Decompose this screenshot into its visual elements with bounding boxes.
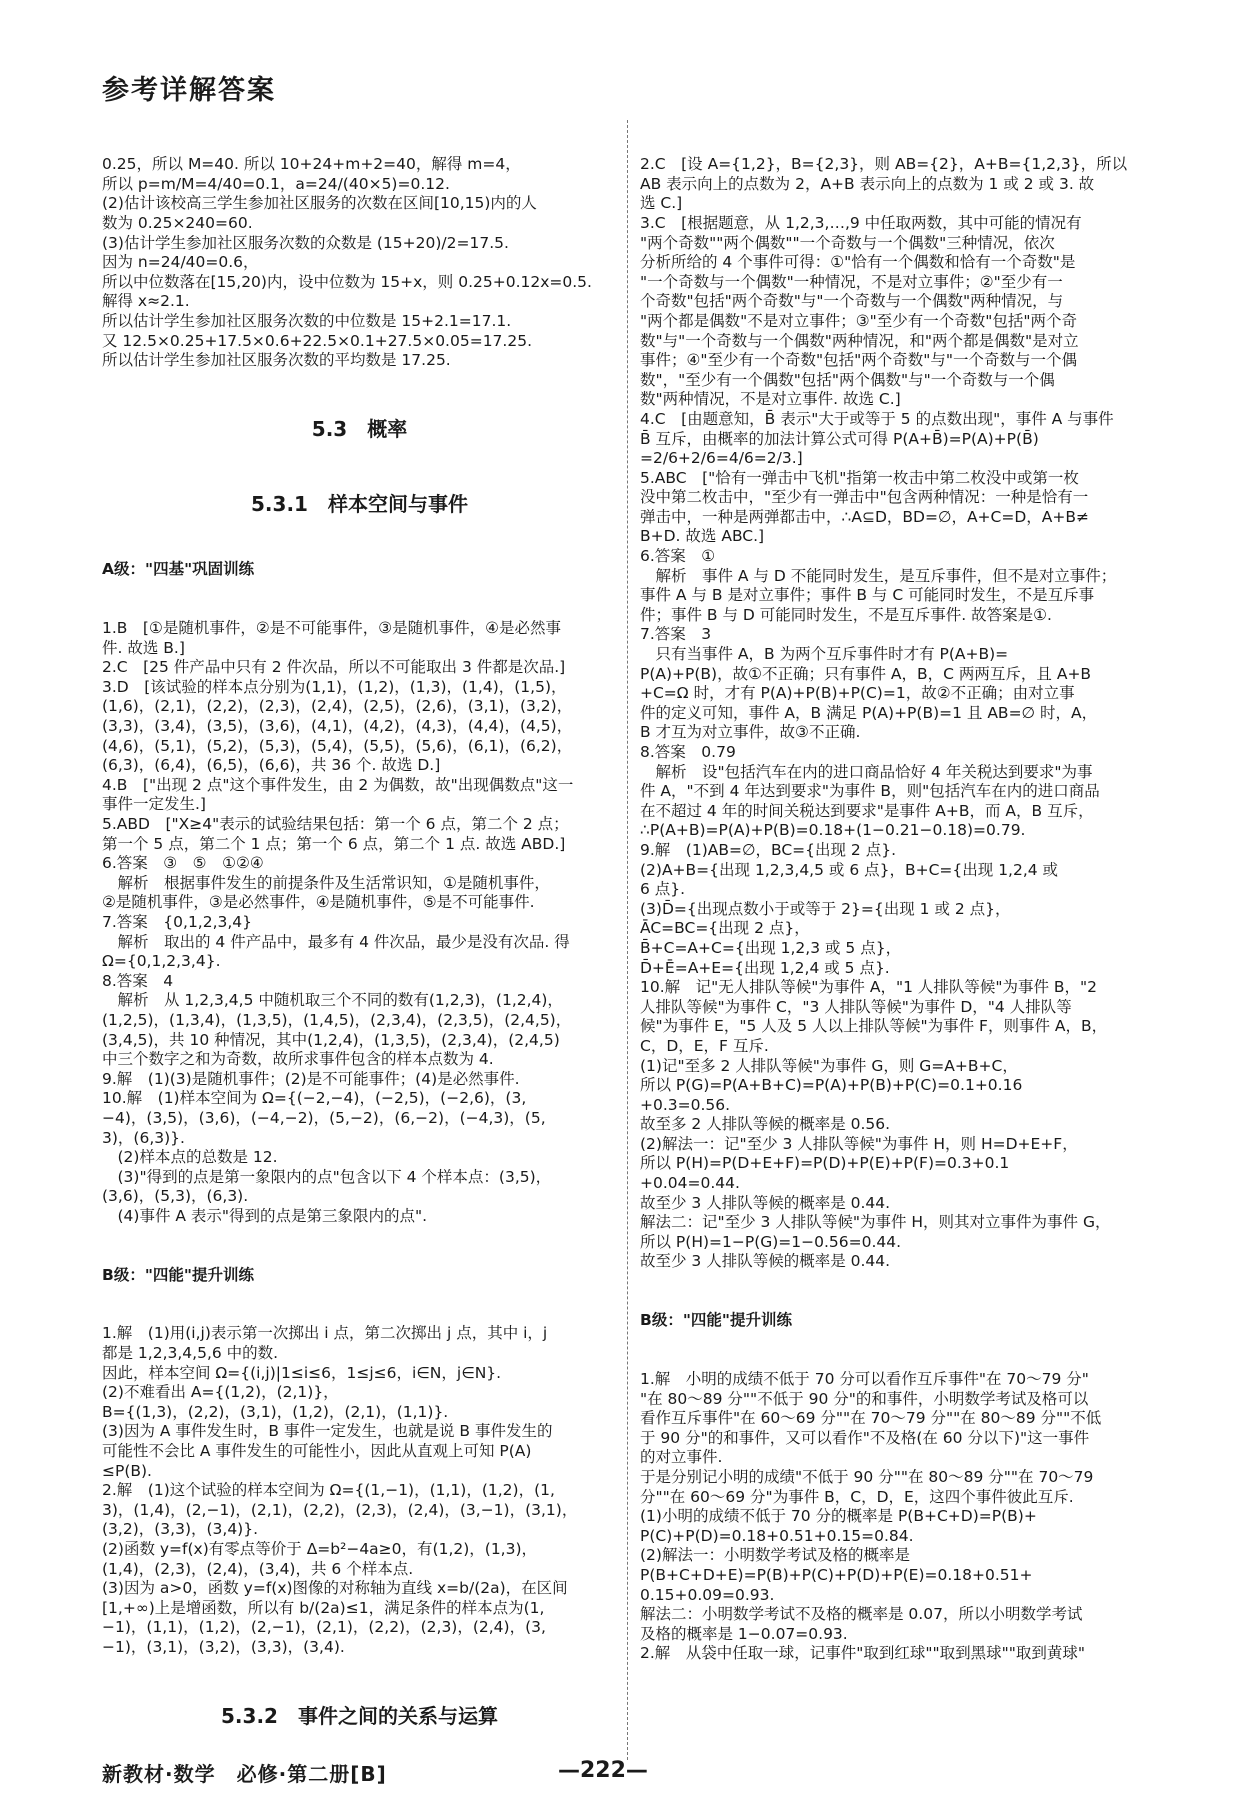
text-line: 10.解 记"无人排队等候"为事件 A，"1 人排队等候"为事件 B，"2 bbox=[640, 978, 1098, 997]
level-b-heading-2: B级："四能"提升训练 bbox=[640, 1311, 792, 1330]
text-line: 9.解 (1)(3)是随机事件；(2)是不可能事件；(4)是必然事件. bbox=[102, 1069, 520, 1088]
text-line: 只有当事件 A，B 为两个互斥事件时才有 P(A+B)= bbox=[640, 645, 1009, 664]
text-line: (2)样本点的总数是 12. bbox=[102, 1148, 278, 1167]
text-line: 于 90 分"的和事件，又可以看作"不及格(在 60 分以下)"这一事件 bbox=[640, 1428, 1090, 1447]
text-line: P(B+C+D+E)=P(B)+P(C)+P(D)+P(E)=0.18+0.51+ bbox=[640, 1565, 1033, 1584]
text-line: (1)记"至多 2 人排队等候"为事件 G，则 G=A+B+C， bbox=[640, 1056, 1018, 1075]
text-line: (3,4,5)，共 10 种情况，其中(1,2,4)，(1,3,5)，(2,3,4)，(2,4,5) bbox=[102, 1030, 560, 1049]
text-line: 于是分别记小明的成绩"不低于 90 分""在 80～89 分""在 70～79 bbox=[640, 1467, 1094, 1486]
right-column bbox=[640, 116, 1160, 1756]
text-line: 7.答案 {0,1,2,3,4} bbox=[102, 912, 253, 931]
text-line: (3)估计学生参加社区服务次数的众数是 (15+20)/2=17.5. bbox=[102, 233, 509, 252]
left-intro-block bbox=[102, 155, 617, 371]
text-line: 数"，"至少有一个偶数"包括"两个偶数"与"一个奇数与一个偶 bbox=[640, 370, 1055, 389]
text-line: (1)小明的成绩不低于 70 分的概率是 P(B+C+D)=P(B)+ bbox=[640, 1507, 1037, 1526]
text-line: "在 80～89 分""不低于 90 分"的和事件，小明数学考试及格可以 bbox=[640, 1389, 1089, 1408]
text-line: (3,6)，(5,3)，(6,3). bbox=[102, 1187, 249, 1206]
text-line: P(A)+P(B)，故①不正确；只有事件 A，B，C 两两互斥，且 A+B bbox=[640, 664, 1092, 683]
text-line: 解析 从 1,2,3,4,5 中随机取三个不同的数有(1,2,3)，(1,2,4)， bbox=[102, 991, 563, 1010]
right-level-b-answers bbox=[640, 1370, 1160, 1664]
text-line: C，D，E，F 互斥. bbox=[640, 1036, 769, 1055]
column-divider bbox=[627, 120, 628, 1760]
text-line: ≤P(B). bbox=[102, 1461, 152, 1480]
text-line: 事件；④"至少有一个奇数"包括"两个奇数"与"一个奇数与一个偶 bbox=[640, 351, 1078, 370]
section-title-5-3-2: 5.3.2 事件之间的关系与运算 bbox=[221, 1703, 498, 1728]
text-line: 个奇数"包括"两个奇数"与"一个奇数与一个偶数"两种情况，与 bbox=[640, 292, 1064, 311]
text-line: −1)，(1,1)，(1,2)，(2,−1)，(2,1)，(2,2)，(2,3)，(2,4)，(3, bbox=[102, 1618, 546, 1637]
text-line: +0.04=0.44. bbox=[640, 1174, 740, 1193]
text-line: B={(1,3)，(2,2)，(3,1)，(1,2)，(2,1)，(1,1)}. bbox=[102, 1402, 449, 1421]
text-line: 2.解 从袋中任取一球，记事件"取到红球""取到黑球""取到黄球" bbox=[640, 1644, 1086, 1663]
text-line: 分""在 60～69 分"为事件 B，C，D，E，这四个事件彼此互斥. bbox=[640, 1487, 1074, 1506]
footer-book-title: 新教材·数学 必修·第二册[B] bbox=[102, 1762, 387, 1786]
text-line: 所以 p=m/M=4/40=0.1，a=24/(40×5)=0.12. bbox=[102, 174, 450, 193]
text-line: 都是 1,2,3,4,5,6 中的数. bbox=[102, 1344, 279, 1363]
text-line: B̄ 互斥，由概率的加法计算公式可得 P(A+B̄)=P(A)+P(B̄) bbox=[640, 429, 1039, 448]
text-line: 0.25，所以 M=40. 所以 10+24+m+2=40，解得 m=4， bbox=[102, 155, 521, 174]
text-line: 2.C [25 件产品中只有 2 件次品，所以不可能取出 3 件都是次品.] bbox=[102, 658, 566, 677]
text-line: 4.B ["出现 2 点"这个事件发生，由 2 为偶数，故"出现偶数点"这一 bbox=[102, 775, 574, 794]
text-line: 6 点}. bbox=[640, 880, 686, 899]
text-line: 又 12.5×0.25+17.5×0.6+22.5×0.1+27.5×0.05=17.25. bbox=[102, 331, 532, 350]
right-level-a-answers bbox=[640, 155, 1160, 1272]
text-line: (4,6)，(5,1)，(5,2)，(5,3)，(5,4)，(5,5)，(5,6)，(6,1)，(6,2)， bbox=[102, 736, 573, 755]
text-line: 3)，(1,4)，(2,−1)，(2,1)，(2,2)，(2,3)，(2,4)，(3,−1)，(3,1)， bbox=[102, 1500, 578, 1519]
text-line: −1)，(3,1)，(3,2)，(3,3)，(3,4). bbox=[102, 1637, 345, 1656]
text-line: (3,3)，(3,4)，(3,5)，(3,6)，(4,1)，(4,2)，(4,3)，(4,4)，(4,5)， bbox=[102, 717, 573, 736]
text-line: 3.C [根据题意，从 1,2,3,…,9 中任取两数，其中可能的情况有 bbox=[640, 213, 1082, 232]
text-line: 3)，(6,3)}. bbox=[102, 1128, 185, 1147]
text-line: 所以 P(H)=1−P(G)=1−0.56=0.44. bbox=[640, 1232, 902, 1251]
text-line: 弹击中，一种是两弹都击中，∴A⊆D，BD=∅，A+C=D，A+B≠ bbox=[640, 507, 1089, 526]
text-line: 解析 事件 A 与 D 不能同时发生，是互斥事件，但不是对立事件； bbox=[640, 566, 1117, 585]
text-line: 6.答案 ③ ⑤ ①②④ bbox=[102, 854, 264, 873]
text-line: 没中第二枚击中，"至少有一弹击中"包含两种情况：一种是恰有一 bbox=[640, 488, 1089, 507]
text-line: 解析 设"包括汽车在内的进口商品恰好 4 年关税达到要求"为事 bbox=[640, 762, 1093, 781]
text-line: B+D. 故选 ABC.] bbox=[640, 527, 765, 546]
text-line: =2/6+2/6=4/6=2/3.] bbox=[640, 449, 803, 468]
level-b-answers-1 bbox=[102, 1324, 617, 1657]
text-line: Ω={0,1,2,3,4}. bbox=[102, 952, 221, 971]
text-line: 因为 n=24/40=0.6， bbox=[102, 253, 259, 272]
text-line: (6,3)，(6,4)，(6,5)，(6,6)，共 36 个. 故选 D.] bbox=[102, 756, 441, 775]
text-line: +C=Ω 时，才有 P(A)+P(B)+P(C)=1，故②不正确；由对立事 bbox=[640, 684, 1075, 703]
text-line: (2)不难看出 A={(1,2)，(2,1)}， bbox=[102, 1383, 339, 1402]
text-line: P(C)+P(D)=0.18+0.51+0.15=0.84. bbox=[640, 1526, 914, 1545]
text-line: 数"与"一个奇数与一个偶数"两种情况，和"两个都是偶数"是对立 bbox=[640, 331, 1079, 350]
text-line: 看作互斥事件"在 60～69 分""在 70～79 分""在 80～89 分""不低 bbox=[640, 1409, 1102, 1428]
level-a-heading-1: A级："四基"巩固训练 bbox=[102, 560, 255, 579]
text-line: (3)因为 A 事件发生时，B 事件一定发生，也就是说 B 事件发生的 bbox=[102, 1422, 553, 1441]
text-line: 8.答案 0.79 bbox=[640, 743, 736, 761]
text-line: 中三个数字之和为奇数，故所求事件包含的样本点数为 4. bbox=[102, 1050, 494, 1069]
text-line: (4)事件 A 表示"得到的点是第三象限内的点". bbox=[102, 1206, 428, 1225]
text-line: 所以 P(H)=P(D+E+F)=P(D)+P(E)+P(F)=0.3+0.1 bbox=[640, 1154, 1010, 1173]
section-title-5-3-1: 5.3.1 样本空间与事件 bbox=[251, 492, 468, 517]
text-line: "两个都是偶数"不是对立事件；③"至少有一个奇数"包括"两个奇 bbox=[640, 311, 1078, 330]
text-line: 2.解 (1)这个试验的样本空间为 Ω={(1,−1)，(1,1)，(1,2)，(1, bbox=[102, 1481, 555, 1500]
text-line: −4)，(3,5)，(3,6)，(−4,−2)，(5,−2)，(6,−2)，(−4,3)，(5, bbox=[102, 1108, 546, 1127]
text-line: (1,2,5)，(1,3,4)，(1,3,5)，(1,4,5)，(2,3,4)，(2,3,5)，(2,4,5)， bbox=[102, 1010, 572, 1029]
text-line: 解法二：小明数学考试不及格的概率是 0.07，所以小明数学考试 bbox=[640, 1605, 1083, 1624]
text-line: 所以 P(G)=P(A+B+C)=P(A)+P(B)+P(C)=0.1+0.16 bbox=[640, 1076, 1023, 1095]
footer-page-number: —222— bbox=[558, 1758, 648, 1783]
text-line: 件. 故选 B.] bbox=[102, 638, 185, 657]
text-line: 0.15+0.09=0.93. bbox=[640, 1585, 775, 1604]
text-line: 6.答案 ① bbox=[640, 547, 716, 566]
text-line: 10.解 (1)样本空间为 Ω={(−2,−4)，(−2,5)，(−2,6)，(3, bbox=[102, 1089, 527, 1108]
text-line: 及格的概率是 1−0.07=0.93. bbox=[640, 1624, 848, 1643]
text-line: 分析所给的 4 个事件可得：①"恰有一个偶数和恰有一个奇数"是 bbox=[640, 253, 1076, 272]
text-line: 事件 A 与 B 是对立事件；事件 B 与 C 可能同时发生，不是互斥事 bbox=[640, 586, 1095, 605]
text-line: (2)估计该校高三学生参加社区服务的次数在区间[10,15)内的人 bbox=[102, 194, 537, 213]
text-line: (3)"得到的点是第一象限内的点"包含以下 4 个样本点：(3,5)， bbox=[102, 1167, 552, 1186]
text-line: ∴P(A+B)=P(A)+P(B)=0.18+(1−0.21−0.18)=0.79. bbox=[640, 821, 1026, 840]
text-line: 所以估计学生参加社区服务次数的平均数是 17.25. bbox=[102, 351, 451, 370]
text-line: 7.答案 3 bbox=[640, 625, 712, 644]
text-line: (1,4)，(2,3)，(2,4)，(3,4)，共 6 个样本点. bbox=[102, 1559, 414, 1578]
text-line: 故至多 2 人排队等候的概率是 0.56. bbox=[640, 1115, 891, 1134]
text-line: AB 表示向上的点数为 2，A+B 表示向上的点数为 1 或 2 或 3. 故 bbox=[640, 174, 1095, 193]
text-line: 可能性不会比 A 事件发生的可能性小，因此从直观上可知 P(A) bbox=[102, 1442, 532, 1460]
text-line: (2)函数 y=f(x)有零点等价于 Δ=b²−4a≥0，有(1,2)，(1,3)， bbox=[102, 1539, 538, 1558]
level-b-heading-1: B级："四能"提升训练 bbox=[102, 1265, 254, 1284]
text-line: 事件一定发生.] bbox=[102, 795, 206, 814]
text-line: (1,6)，(2,1)，(2,2)，(2,3)，(2,4)，(2,5)，(2,6)，(3,1)，(3,2)， bbox=[102, 697, 573, 716]
text-line: B̄+C=A+C={出现 1,2,3 或 5 点}， bbox=[640, 938, 902, 957]
text-line: 解法二：记"至少 3 人排队等候"为事件 H，则其对立事件为事件 G， bbox=[640, 1213, 1111, 1232]
text-line: 8.答案 4 bbox=[102, 971, 174, 990]
text-line: 1.解 小明的成绩不低于 70 分可以看作互斥事件"在 70～79 分" bbox=[640, 1370, 1089, 1388]
text-line: 5.ABD ["X≥4"表示的试验结果包括：第一个 6 点，第二个 2 点； bbox=[102, 815, 569, 833]
text-line: 选 C.] bbox=[640, 194, 683, 213]
text-line: 的对立事件. bbox=[640, 1448, 723, 1467]
text-line: 1.B [①是随机事件，②是不可能事件，③是随机事件，④是必然事 bbox=[102, 619, 562, 638]
left-column bbox=[102, 116, 617, 1756]
text-line: 9.解 (1)AB=∅，BC={出现 2 点}. bbox=[640, 840, 897, 859]
text-line: 所以中位数落在[15,20)内，设中位数为 15+x，则 0.25+0.12x=0.5. bbox=[102, 272, 592, 291]
text-line: 件的定义可知，事件 A，B 满足 P(A)+P(B)=1 且 AB=∅ 时，A， bbox=[640, 703, 1098, 722]
text-line: (3)因为 a>0，函数 y=f(x)图像的对称轴为直线 x=b/(2a)，在区间 bbox=[102, 1579, 568, 1598]
level-a-answers-1 bbox=[102, 619, 617, 1226]
text-line: "两个奇数""两个偶数""一个奇数与一个偶数"三种情况，依次 bbox=[640, 233, 1055, 252]
text-line: 数"两种情况，不是对立事件. 故选 C.] bbox=[640, 390, 901, 409]
text-line: 1.解 (1)用(i,j)表示第一次掷出 i 点，第二次掷出 j 点，其中 i，j bbox=[102, 1324, 548, 1343]
text-line: 件 A，"不到 4 年达到要求"为事件 B，则"包括汽车在内的进口商品 bbox=[640, 782, 1100, 801]
text-line: 解得 x≈2.1. bbox=[102, 292, 190, 311]
text-line: 所以估计学生参加社区服务次数的中位数是 15+2.1=17.1. bbox=[102, 311, 512, 330]
text-line: 在不超过 4 年的时间关税达到要求"是事件 A+B，而 A，B 互斥， bbox=[640, 801, 1094, 820]
page-header-title: 参考详解答案 bbox=[102, 75, 276, 106]
text-line: 解析 根据事件发生的前提条件及生活常识知，①是随机事件， bbox=[102, 873, 550, 892]
text-line: 第一个 5 点，第二个 1 点；第一个 6 点，第二个 1 点. 故选 ABD.] bbox=[102, 834, 566, 853]
text-line: 故至少 3 人排队等候的概率是 0.44. bbox=[640, 1252, 891, 1271]
text-line: 人排队等候"为事件 C，"3 人排队等候"为事件 D，"4 人排队等 bbox=[640, 997, 1072, 1016]
section-title-5-3: 5.3 概率 bbox=[311, 416, 408, 441]
text-line: 因此，样本空间 Ω={(i,j)|1≤i≤6，1≤j≤6，i∈N，j∈N}. bbox=[102, 1363, 502, 1382]
text-line: (2)解法一：记"至少 3 人排队等候"为事件 H，则 H=D+E+F， bbox=[640, 1134, 1078, 1153]
text-line: 5.ABC ["恰有一弹击中飞机"指第一枚击中第二枚没中或第一枚 bbox=[640, 468, 1079, 487]
text-line: ②是随机事件，③是必然事件，④是随机事件，⑤是不可能事件. bbox=[102, 893, 535, 912]
text-line: ĀC=BC={出现 2 点}， bbox=[640, 919, 810, 938]
text-line: 数为 0.25×240=60. bbox=[102, 213, 253, 232]
text-line: (3,2)，(3,3)，(3,4)}. bbox=[102, 1520, 259, 1539]
text-line: "一个奇数与一个偶数"一种情况，不是对立事件；②"至少有一 bbox=[640, 272, 1063, 291]
text-line: B 才互为对立事件，故③不正确. bbox=[640, 723, 861, 742]
text-line: 2.C [设 A={1,2}，B={2,3}，则 AB={2}，A+B={1,2,3}，所以 bbox=[640, 155, 1128, 174]
text-line: (2)A+B={出现 1,2,3,4,5 或 6 点}，B+C={出现 1,2,4 或 bbox=[640, 860, 1059, 879]
text-line: [1,+∞)上是增函数，所以有 b/(2a)≤1，满足条件的样本点为(1, bbox=[102, 1598, 545, 1617]
text-line: 件；事件 B 与 D 可能同时发生，不是互斥事件. 故答案是①. bbox=[640, 605, 1052, 624]
text-line: +0.3=0.56. bbox=[640, 1095, 731, 1114]
text-line: (3)D̄={出现点数小于或等于 2}={出现 1 或 2 点}， bbox=[640, 899, 1011, 918]
text-line: 解析 取出的 4 件产品中，最多有 4 件次品，最少是没有次品. 得 bbox=[102, 932, 570, 951]
text-line: D̄+Ē=A+E={出现 1,2,4 或 5 点}. bbox=[640, 958, 890, 977]
text-line: 4.C [由题意知，B̄ 表示"大于或等于 5 的点数出现"，事件 A 与事件 bbox=[640, 409, 1114, 428]
text-line: 故至少 3 人排队等候的概率是 0.44. bbox=[640, 1193, 891, 1212]
text-line: 候"为事件 E，"5 人及 5 人以上排队等候"为事件 F，则事件 A，B， bbox=[640, 1017, 1108, 1036]
text-line: 3.D [该试验的样本点分别为(1,1)，(1,2)，(1,3)，(1,4)，(1,5)， bbox=[102, 677, 567, 696]
text-line: (2)解法一：小明数学考试及格的概率是 bbox=[640, 1546, 910, 1565]
